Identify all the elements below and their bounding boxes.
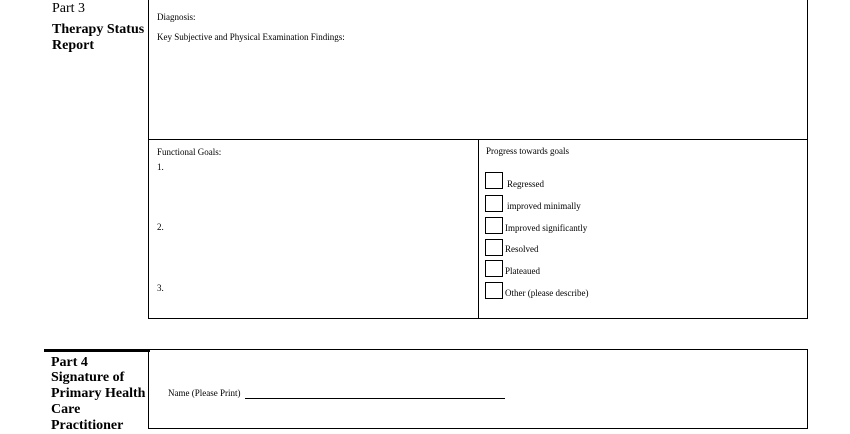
part3-title-line2: Report [52,38,94,53]
label-improved-significantly: Improved significantly [505,223,588,233]
diagnosis-findings-box[interactable] [148,0,808,140]
label-improved-minimally: improved minimally [507,201,581,211]
part4-title-line2: Primary Health [51,386,146,401]
checkbox-improved-significantly[interactable] [485,217,503,234]
label-plateaued: Plateaued [505,266,540,276]
checkbox-improved-minimally[interactable] [485,195,503,212]
name-input-line[interactable] [245,398,505,399]
part3-title-line1: Therapy Status [52,22,145,37]
functional-goals-box[interactable] [148,139,479,319]
part4-title-line4: Practitioner [51,418,124,433]
goal-1-number: 1. [157,162,164,172]
diagnosis-label: Diagnosis: [157,12,196,22]
checkbox-other[interactable] [485,282,503,299]
part4-label: Part 4 [51,355,88,370]
label-resolved: Resolved [505,244,539,254]
part3-label: Part 3 [52,1,86,16]
part4-title-line3: Care [51,402,81,417]
goal-2-number: 2. [157,222,164,232]
goal-3-number: 3. [157,283,164,293]
functional-goals-label: Functional Goals: [157,147,222,157]
progress-box [478,139,808,319]
findings-label: Key Subjective and Physical Examination Findings: [157,32,345,42]
part4-title-line1: Signature of [51,370,125,385]
label-other: Other (please describe) [505,288,589,298]
checkbox-resolved[interactable] [485,239,503,256]
part4-title [51,370,145,434]
checkbox-plateaued[interactable] [485,260,503,277]
progress-label: Progress towards goals [486,146,569,156]
part4-rule [44,349,150,352]
part3-title [52,22,144,54]
label-regressed: Regressed [507,179,544,189]
signature-box [148,349,808,429]
name-label: Name (Please Print) [168,388,241,398]
checkbox-regressed[interactable] [485,172,503,189]
